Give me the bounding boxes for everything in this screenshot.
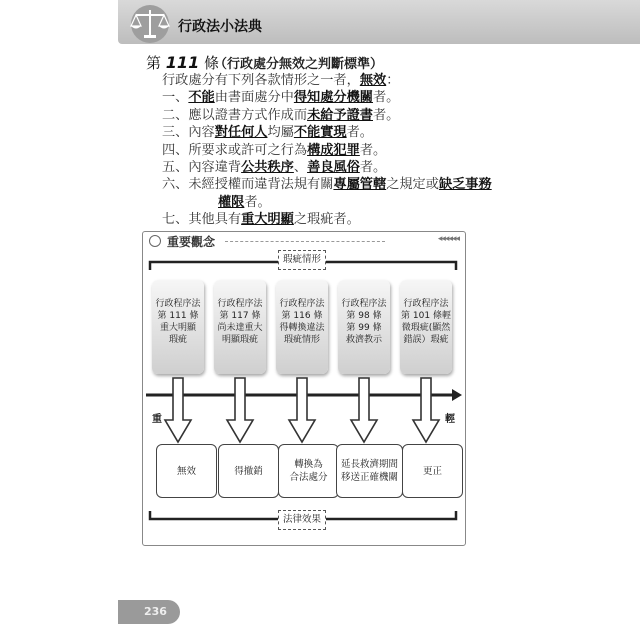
text: 由書面處分中 xyxy=(214,90,294,106)
text: 之規定或 xyxy=(386,177,439,193)
emphasis: 公共秩序 xyxy=(241,160,294,176)
card-line: 行政程序法 xyxy=(403,299,449,309)
effect-box-5 xyxy=(402,444,463,498)
card-line: 瑕疵 xyxy=(168,335,187,345)
text: 均屬 xyxy=(267,125,294,141)
text: 一、 xyxy=(162,90,189,106)
text: 六、未經授權而違背法規有關 xyxy=(162,177,334,193)
intro-colon: ： xyxy=(386,73,400,88)
intro-emphasis: 無效 xyxy=(359,73,387,88)
emphasis: 不能 xyxy=(188,90,215,106)
text: 、 xyxy=(293,160,308,176)
text: 者。 xyxy=(346,125,373,141)
defect-card-1 xyxy=(152,280,204,374)
effect-box-4 xyxy=(336,444,403,498)
text: 者。 xyxy=(359,160,387,176)
card-line: 重大明顯 xyxy=(159,323,196,333)
effect-line: 移送正確機關 xyxy=(340,472,398,483)
effect-line: 合法處分 xyxy=(289,472,328,483)
concept-title: 重要觀念 xyxy=(167,235,216,249)
down-arrows xyxy=(165,378,439,442)
card-line: 瑕疵情形 xyxy=(283,335,320,345)
effect-line: 得撤銷 xyxy=(234,465,263,477)
card-line: 行政程序法 xyxy=(217,299,263,309)
text: 五、內容違背 xyxy=(162,160,242,176)
card-line: 微瑕疵(顯然 xyxy=(401,323,451,333)
defect-card-2 xyxy=(214,280,266,374)
card-line: 尚未達重大 xyxy=(217,323,263,333)
text: 二、應以證書方式作成而 xyxy=(162,107,308,123)
effect-line: 轉換為 xyxy=(294,459,323,470)
card-line: 第 111 條 xyxy=(157,311,199,321)
card-line: 行政程序法 xyxy=(155,299,201,309)
effect-line: 更正 xyxy=(422,465,442,477)
down-arrow-icon xyxy=(289,378,315,442)
emphasis: 權限 xyxy=(218,194,245,210)
text: 者。 xyxy=(373,107,400,123)
card-line: 得轉換違法 xyxy=(279,323,325,333)
article-suffix: 條 xyxy=(203,54,219,72)
emphasis: 重大明顯 xyxy=(241,212,294,228)
defect-card-3 xyxy=(276,280,328,374)
text: 三、內容 xyxy=(162,125,215,141)
intro-text: 行政處分有下列各款情形之一者， xyxy=(162,73,360,88)
top-label: 瑕疵情形 xyxy=(278,250,326,270)
card-line: 錯誤）瑕疵 xyxy=(403,335,449,345)
card-line: 第 101 條輕 xyxy=(401,311,451,321)
down-arrow-icon xyxy=(227,378,253,442)
article-prefix: 第 xyxy=(146,54,162,72)
defect-card-5 xyxy=(400,280,452,374)
article-number: 111 xyxy=(165,53,200,72)
card-line: 明顯瑕疵 xyxy=(221,335,258,345)
text: 者。 xyxy=(359,142,387,158)
text: 之瑕疵者。 xyxy=(293,212,360,228)
emphasis: 對任何人 xyxy=(214,125,268,141)
down-arrow-icon xyxy=(351,378,377,442)
bottom-label: 法律效果 xyxy=(278,510,326,530)
light-label: 輕 xyxy=(445,414,455,425)
article-subtitle: （行政處分無效之判斷標準） xyxy=(214,57,384,72)
text: 七、其他具有 xyxy=(162,212,242,228)
effect-box-2 xyxy=(218,444,279,498)
emphasis: 構成犯罪 xyxy=(307,142,360,158)
emphasis: 不能實現 xyxy=(293,125,347,141)
card-line: 救濟教示 xyxy=(345,335,382,345)
emphasis: 善良風俗 xyxy=(307,160,360,176)
emphasis: 專屬管轄 xyxy=(333,177,387,193)
card-line: 第 99 條 xyxy=(346,323,382,333)
effect-box-1 xyxy=(156,444,217,498)
card-line: 行政程序法 xyxy=(341,299,387,309)
card-line: 第 98 條 xyxy=(346,311,382,321)
effect-line: 延長救濟期間 xyxy=(340,459,398,470)
effect-box-3 xyxy=(278,444,339,498)
text: 四、所要求或許可之行為 xyxy=(162,142,308,158)
card-line: 行政程序法 xyxy=(279,299,325,309)
emphasis: 缺乏事務 xyxy=(438,177,492,193)
emphasis: 未給予證書 xyxy=(307,107,373,123)
text: 者。 xyxy=(244,194,271,210)
text: 者。 xyxy=(373,90,400,106)
card-line: 第 116 條 xyxy=(281,311,323,321)
book-title: 行政法小法典 xyxy=(178,19,262,35)
heavy-label: 重 xyxy=(152,414,162,425)
defect-card-4 xyxy=(338,280,390,374)
emphasis: 得知處分機關 xyxy=(293,90,373,106)
arrows-ornament: ◂◂◂◂◂◂ xyxy=(437,234,459,244)
down-arrow-icon xyxy=(413,378,439,442)
down-arrow-icon xyxy=(165,378,191,442)
effect-line: 無效 xyxy=(176,465,196,477)
page-number: 236 xyxy=(144,605,167,618)
card-line: 第 117 條 xyxy=(219,311,261,321)
